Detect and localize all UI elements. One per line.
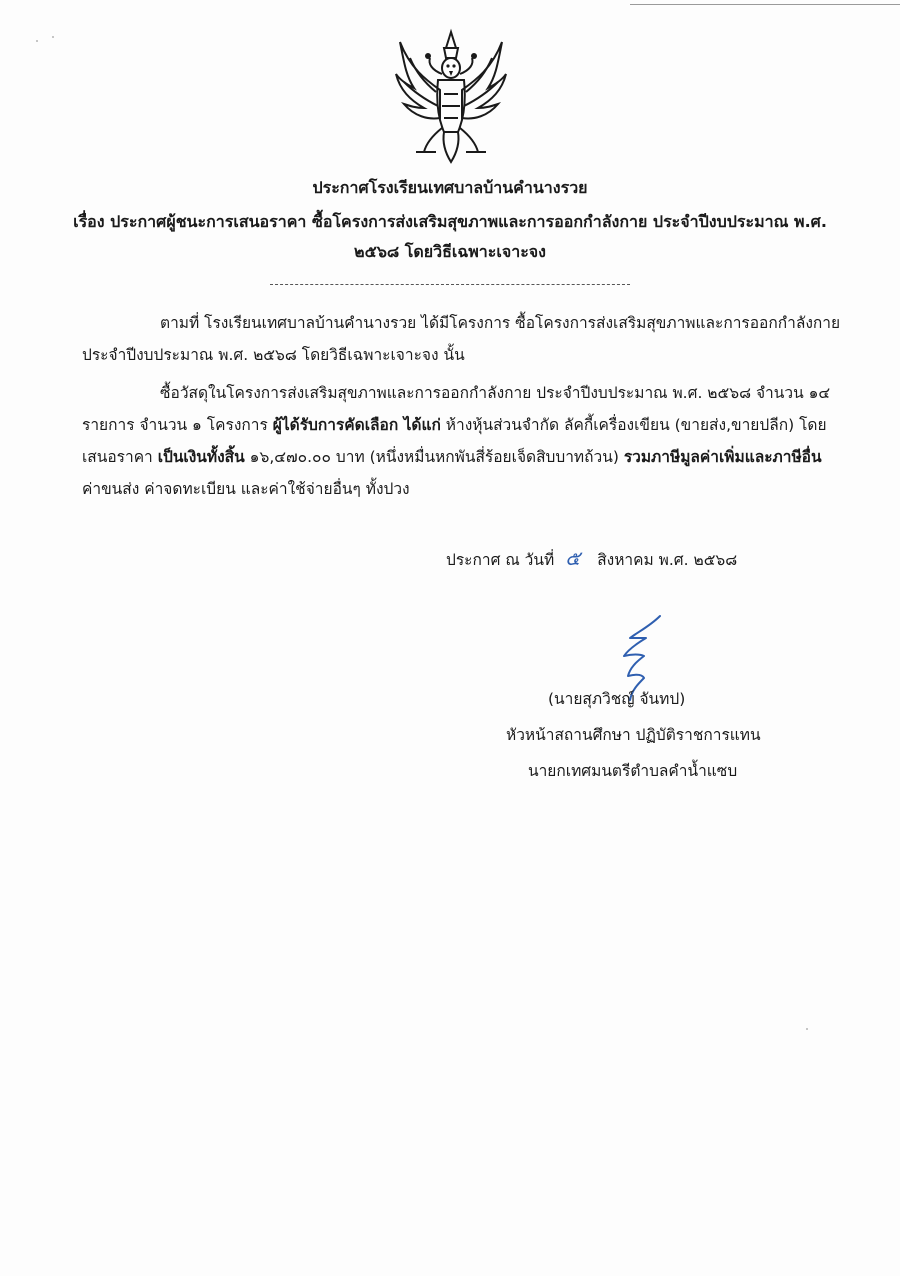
scan-speck xyxy=(806,1028,808,1030)
date-prefix: ประกาศ ณ วันที่ xyxy=(446,551,555,569)
paragraph-2-line-1: ซื้อวัสดุในโครงการส่งเสริมสุขภาพและการออกกำลังกาย ประจำปีงบประมาณ พ.ศ. ๒๕๖๘ จำนวน ๑๔ xyxy=(160,384,831,402)
total-amount-value: ๑๖,๔๗๐.๐๐ บาท (หนึ่งหมื่นหกพันสี่ร้อยเจ็ดสิบบาทถ้วน) xyxy=(244,448,624,466)
date-month-year: สิงหาคม พ.ศ. ๒๕๖๘ xyxy=(597,551,738,569)
signatory-position-2: นายกเทศมนตรีตำบลคำน้ำแซบ xyxy=(528,762,738,780)
dashed-divider xyxy=(270,284,630,285)
signatory-position-1: หัวหน้าสถานศึกษา ปฏิบัติราชการแทน xyxy=(506,726,761,744)
total-amount-label: เป็นเงินทั้งสิ้น xyxy=(157,448,245,466)
garuda-emblem-icon xyxy=(388,28,514,166)
subject-line-2: ๒๕๖๘ โดยวิธีเฉพาะเจาะจง xyxy=(354,242,546,261)
paragraph-2-line-2-text-a: รายการ จำนวน ๑ โครงการ xyxy=(82,416,273,434)
announcement-title: ประกาศโรงเรียนเทศบาลบ้านคำนางรวย xyxy=(312,178,588,197)
paragraph-1-line-1: ตามที่ โรงเรียนเทศบาลบ้านคำนางรวย ได้มีโครงการ ซื้อโครงการส่งเสริมสุขภาพและการออกกำลังกาย xyxy=(160,314,841,332)
paragraph-2-line-2-text-c: ห้างหุ้นส่วนจำกัด ลัคกี้เครื่องเขียน (ขายส่ง,ขายปลีก) โดย xyxy=(440,416,827,434)
paragraph-2-line-3-text-a: เสนอราคา xyxy=(82,448,158,466)
paragraph-2-line-4: ค่าขนส่ง ค่าจดทะเบียน และค่าใช้จ่ายอื่นๆ ทั้งปวง xyxy=(82,480,410,498)
scan-edge-line xyxy=(630,4,900,5)
paragraph-1-line-2: ประจำปีงบประมาณ พ.ศ. ๒๕๖๘ โดยวิธีเฉพาะเจาะจง นั้น xyxy=(82,346,465,364)
subject-line-1: เรื่อง ประกาศผู้ชนะการเสนอราคา ซื้อโครงการส่งเสริมสุขภาพและการออกกำลังกาย ประจำปีงบประมาณ พ.ศ. xyxy=(73,212,827,231)
tax-included-label: รวมภาษีมูลค่าเพิ่มและภาษีอื่น xyxy=(623,448,822,466)
handwritten-day: ๕ xyxy=(565,546,581,570)
paragraph-2-line-3 xyxy=(82,444,822,469)
scan-speck xyxy=(52,36,54,38)
scan-speck xyxy=(36,40,38,42)
announcement-date xyxy=(446,542,737,574)
selected-vendor-label: ผู้ได้รับการคัดเลือก ได้แก่ xyxy=(272,416,441,434)
signatory-name: (นายสุภวิชญ์ จันทป) xyxy=(548,690,686,708)
paragraph-2-line-2 xyxy=(82,412,827,437)
